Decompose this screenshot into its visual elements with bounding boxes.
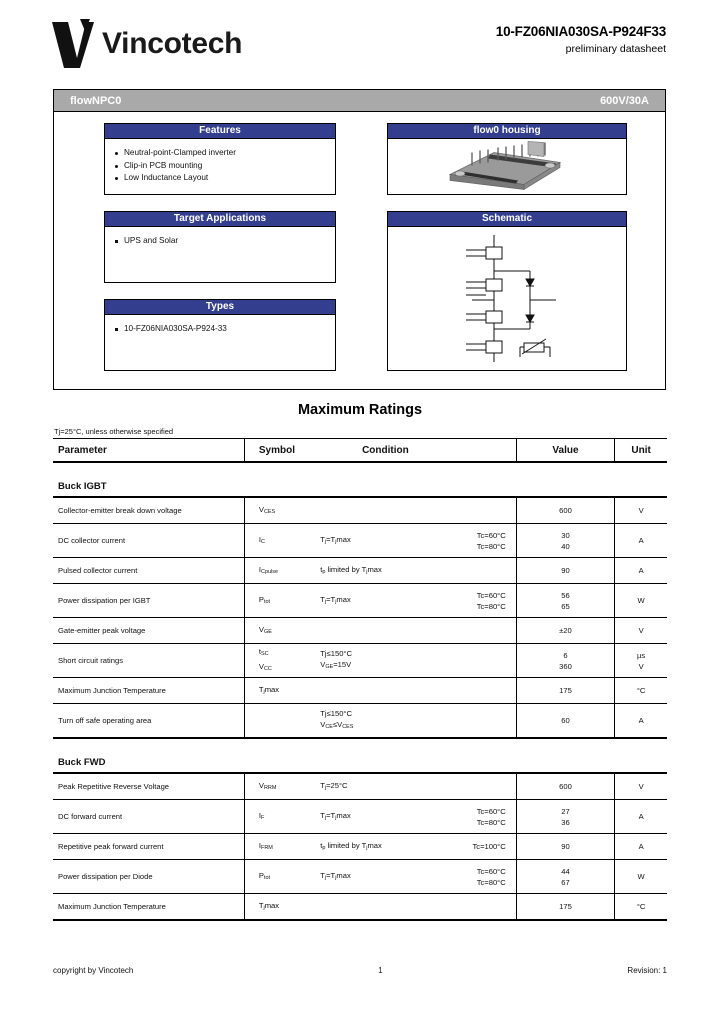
table-row: [53, 678, 667, 704]
table-row: [53, 894, 667, 920]
condition-line: $V_{GE}=15V$: [320, 659, 352, 671]
housing-panel-title: flow0 housing: [388, 124, 626, 139]
features-panel: [104, 123, 336, 195]
types-list: [115, 323, 325, 336]
cell-condition: $T_j=T_j\max$: [320, 535, 351, 546]
cell-condition: $t_p$ limited by $T_j\max$: [320, 841, 382, 852]
cell-parameter: Power dissipation per IGBT: [58, 596, 151, 605]
cell-unit: A: [615, 704, 667, 738]
section-heading-buck-fwd: [53, 750, 667, 772]
section-label: Buck IGBT: [58, 480, 107, 492]
applications-panel-body: [105, 227, 335, 282]
product-band: [54, 90, 665, 112]
cell-unit: A: [615, 558, 667, 584]
module-photo: [432, 138, 582, 195]
table-row: [53, 524, 667, 558]
applications-list: [115, 235, 325, 248]
table-row: [53, 558, 667, 584]
product-family: flowNPC0: [70, 94, 122, 107]
cell-symbol: $T_j\max$: [244, 894, 315, 920]
housing-panel-body: [388, 139, 626, 194]
types-panel: [104, 299, 336, 371]
features-panel-body: [105, 139, 335, 194]
schematic-panel: [387, 211, 627, 371]
cell-condition2: [456, 644, 517, 678]
section-heading-buck-igbt: [53, 474, 667, 496]
cell-value: [516, 524, 615, 558]
cell-unit: W: [615, 584, 667, 618]
cell-unit: [615, 644, 667, 678]
cell-unit: A: [615, 834, 667, 860]
value-line: 36: [561, 817, 570, 827]
cell-unit: °C: [615, 894, 667, 920]
cell-unit: °C: [615, 678, 667, 704]
cell-condition: $T_j=25^\circ C$: [320, 781, 348, 792]
value-line: 6: [563, 650, 568, 660]
cell-condition2: [456, 497, 517, 523]
datasheet-subtitle: preliminary datasheet: [565, 43, 666, 55]
value-line: 27: [561, 806, 570, 816]
cell-symbol: $I_{Cpulse}$: [244, 558, 315, 584]
cell-condition: [315, 704, 455, 738]
cell-condition2: [456, 584, 517, 618]
cell-symbol: $T_j\max$: [244, 678, 315, 704]
cell-condition: [315, 678, 455, 704]
column-header-value: Value: [516, 439, 615, 462]
cell-unit: V: [615, 773, 667, 799]
cell-symbol: [244, 704, 315, 738]
cell-unit: V: [615, 618, 667, 644]
cell-condition2: Tc=100°C: [472, 842, 506, 851]
cell-value: ±20: [516, 618, 615, 644]
cell-parameter: Power dissipation per Diode: [58, 872, 153, 881]
cell-parameter: Turn off safe operating area: [58, 716, 152, 725]
footer-page-number: 1: [378, 966, 383, 975]
list-item: 10-FZ06NIA030SA-P924-33: [115, 323, 325, 336]
cell-unit: A: [615, 800, 667, 834]
condition-line: Tc=60°C: [476, 530, 506, 540]
column-header-condition: Condition: [362, 444, 409, 456]
value-line: 65: [561, 601, 570, 611]
types-panel-title: Types: [105, 300, 335, 315]
page-title: Maximum Ratings: [297, 402, 423, 418]
cell-parameter: Peak Repetitive Reverse Voltage: [58, 782, 170, 791]
value-line: 56: [561, 590, 570, 600]
cell-condition2: [456, 860, 517, 894]
condition-line: Tc=80°C: [476, 601, 506, 611]
cell-condition: [315, 644, 455, 678]
cell-condition2: [456, 558, 517, 584]
cell-symbol: $I_{FRM}$: [244, 834, 315, 860]
condition-line: Tc=60°C: [476, 590, 506, 600]
cell-value: [516, 644, 615, 678]
section-label: Buck FWD: [58, 756, 106, 768]
list-item: Low Inductance Layout: [115, 172, 325, 185]
cell-condition: $t_p$ limited by $T_j\max$: [320, 565, 382, 576]
cell-value: 175: [516, 894, 615, 920]
cell-parameter: Maximum Junction Temperature: [58, 902, 166, 911]
cell-value: 600: [516, 773, 615, 799]
part-number: 10-FZ06NIA030SA-P924F33: [495, 24, 666, 39]
cell-parameter: DC forward current: [58, 812, 123, 821]
table-row: [53, 584, 667, 618]
cell-parameter: Maximum Junction Temperature: [58, 686, 166, 695]
table-row: [53, 800, 667, 834]
condition-line: Tj≤150°C: [320, 648, 352, 658]
footer-revision: Revision: 1: [627, 966, 667, 975]
cell-symbol: $t_{SC}$ $V_{CC}$: [244, 644, 315, 678]
cell-condition2: [456, 894, 517, 920]
applications-panel-title: Target Applications: [105, 212, 335, 227]
condition-line: Tc=60°C: [476, 806, 506, 816]
cell-symbol: $P_{tot}$: [244, 584, 315, 618]
table-row: [53, 497, 667, 523]
condition-line: Tc=60°C: [476, 866, 506, 876]
housing-panel: [387, 123, 627, 195]
product-overview-box: [53, 89, 666, 390]
features-list: [115, 147, 325, 185]
unit-line: V: [638, 661, 644, 671]
cell-value: 600: [516, 497, 615, 523]
condition-line: Tc=80°C: [476, 817, 506, 827]
list-item: Neutral-point-Clamped inverter: [115, 147, 325, 160]
table-row: [53, 704, 667, 738]
cell-condition2: [456, 773, 517, 799]
page-header: [0, 0, 720, 86]
value-line: 30: [561, 530, 570, 540]
cell-value: [516, 860, 615, 894]
cell-symbol: $V_{CES}$: [244, 497, 315, 523]
cell-parameter: Repetitive peak forward current: [58, 842, 164, 851]
value-line: 40: [561, 541, 570, 551]
cell-condition: $T_j=T_j\max$: [320, 811, 351, 822]
features-panel-title: Features: [105, 124, 335, 139]
cell-symbol: $V_{GE}$: [244, 618, 315, 644]
cell-value: 60: [516, 704, 615, 738]
table-row: [53, 618, 667, 644]
cell-symbol: $P_{tot}$: [244, 860, 315, 894]
value-line: 360: [559, 661, 572, 671]
cell-unit: V: [615, 497, 667, 523]
types-panel-body: [105, 315, 335, 370]
ratings-condition-note: Tj=25°C, unless otherwise specified: [54, 427, 174, 436]
cell-unit: W: [615, 860, 667, 894]
cell-condition: [315, 894, 455, 920]
cell-parameter: Short circuit ratings: [58, 656, 123, 665]
column-header-parameter: Parameter: [58, 444, 107, 456]
condition-line: Tc=80°C: [476, 877, 506, 887]
list-item: Clip-in PCB mounting: [115, 160, 325, 173]
vincotech-logo: [50, 10, 290, 78]
logo-wordmark: Vincotech: [102, 27, 243, 60]
table-row: [53, 834, 667, 860]
cell-value: 90: [516, 558, 615, 584]
column-header-symbol: Symbol: [244, 439, 315, 462]
table-row: [53, 773, 667, 799]
footer-copyright: copyright by Vincotech: [53, 966, 134, 975]
list-item: UPS and Solar: [115, 235, 325, 248]
cell-value: 175: [516, 678, 615, 704]
cell-condition2: [456, 618, 517, 644]
schematic-panel-title: Schematic: [388, 212, 626, 227]
page-footer: [53, 966, 667, 975]
cell-condition2: [456, 800, 517, 834]
cell-parameter: Collector-emitter break down voltage: [58, 506, 182, 515]
unit-line: µs: [637, 650, 646, 660]
header-part-info: [496, 24, 666, 55]
cell-value: [516, 800, 615, 834]
cell-condition2: [456, 678, 517, 704]
cell-condition: [315, 497, 455, 523]
cell-condition2: [456, 524, 517, 558]
table-row: [53, 644, 667, 678]
condition-line: Tj≤150°C: [320, 708, 352, 718]
cell-condition: $T_j=T_j\max$: [320, 871, 351, 882]
value-line: 44: [561, 866, 570, 876]
maximum-ratings-table: [53, 438, 667, 921]
vincotech-logo-icon: [50, 18, 96, 70]
cell-value: [516, 584, 615, 618]
value-line: 67: [561, 877, 570, 887]
npc-schematic-diagram: [432, 231, 582, 366]
cell-symbol: $I_C$: [244, 524, 315, 558]
cell-parameter: DC collector current: [58, 536, 126, 545]
cell-parameter: Gate-emitter peak voltage: [58, 626, 146, 635]
condition-line: Tc=80°C: [476, 541, 506, 551]
column-header-unit: Unit: [615, 439, 667, 462]
table-header-row: [53, 439, 667, 462]
schematic-panel-body: [388, 227, 626, 370]
cell-condition: $T_j=T_j\max$: [320, 595, 351, 606]
cell-symbol: $I_F$: [244, 800, 315, 834]
applications-panel: [104, 211, 336, 283]
cell-parameter: Pulsed collector current: [58, 566, 138, 575]
cell-condition: [315, 618, 455, 644]
cell-unit: A: [615, 524, 667, 558]
cell-symbol: $V_{RRM}$: [244, 773, 315, 799]
cell-value: 90: [516, 834, 615, 860]
condition-line: $V_{CE}\le V_{CES}$: [320, 719, 354, 731]
product-rating: 600V/30A: [600, 94, 649, 107]
table-row: [53, 860, 667, 894]
cell-condition2: [456, 704, 517, 738]
